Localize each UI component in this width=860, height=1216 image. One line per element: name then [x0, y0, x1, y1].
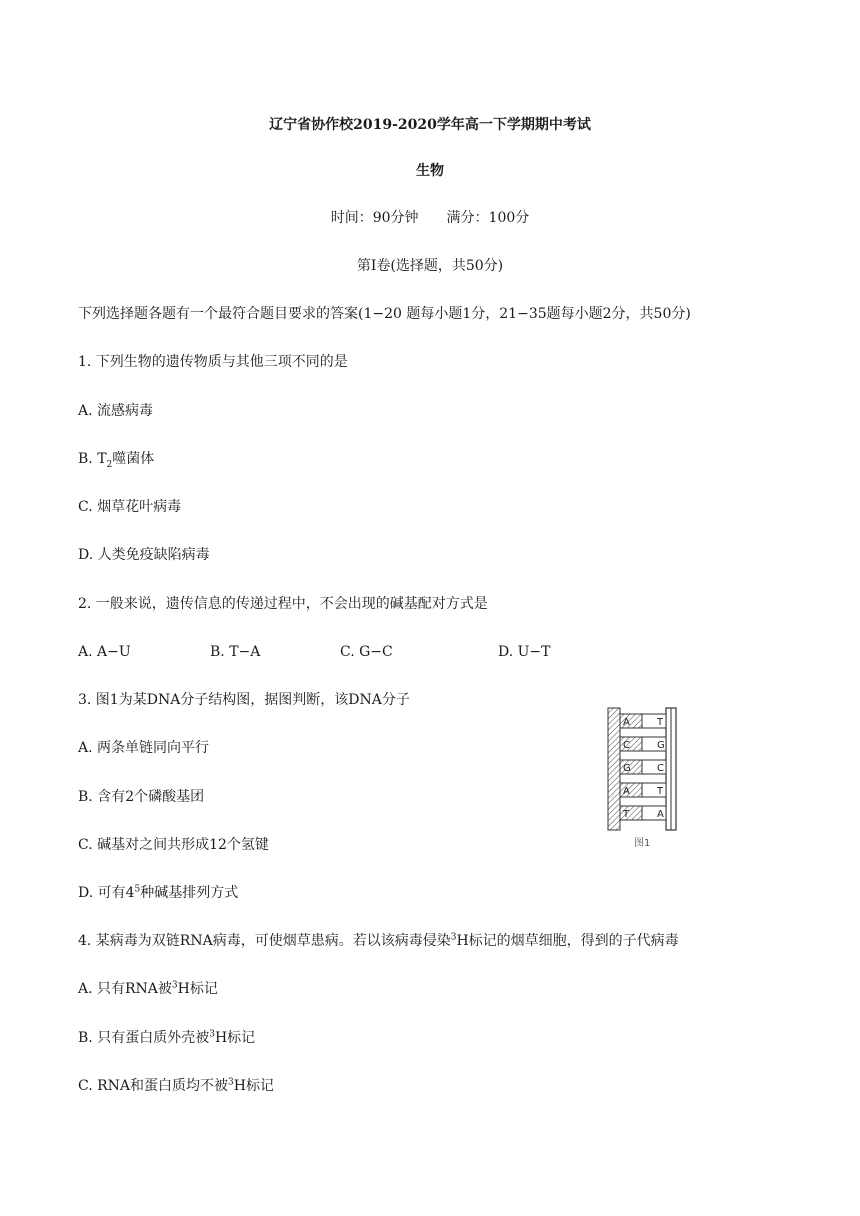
left-base-label: A	[623, 786, 630, 797]
right-base-label: T	[657, 786, 664, 797]
q4-stem: 4. 某病毒为双链RNA病毒，可使烟草患病。若以该病毒侵染$^3$H标记的烟草细胞，得到的子代病毒	[78, 932, 679, 949]
subject-title: 生物	[416, 163, 444, 179]
q1-option-a: A. 流感病毒	[78, 403, 154, 419]
left-base-label: G	[623, 763, 631, 774]
right-base-label: A	[657, 809, 664, 820]
q2-option-c: C. G−C	[340, 644, 393, 660]
figure-caption: 图1	[634, 838, 651, 849]
exam-title: 辽宁省协作校2019-2020学年高一下学期期中考试	[269, 117, 591, 133]
section-title: 第Ⅰ卷(选择题，共50分)	[356, 258, 504, 274]
q3-option-a: A. 两条单链同向平行	[78, 740, 210, 756]
q2-stem: 2. 一般来说，遗传信息的传递过程中，不会出现的碱基配对方式是	[78, 596, 488, 612]
q2-option-a: A. A−U	[78, 644, 131, 660]
q1-option-c: C. 烟草花叶病毒	[78, 499, 182, 515]
q1-option-d: D. 人类免疫缺陷病毒	[78, 547, 210, 563]
left-base-label: A	[623, 717, 630, 728]
left-base-label: C	[623, 740, 630, 751]
right-base-label: T	[657, 717, 664, 728]
q1-option-b: B. $T_2$噬菌体	[78, 451, 155, 470]
q3-option-c: C. 碱基对之间共形成12个氢键	[78, 837, 269, 853]
q3-option-b: B. 含有2个磷酸基团	[78, 789, 205, 805]
q4-option-a: A. 只有RNA被$^3$H标记	[78, 980, 218, 997]
right-base-label: G	[657, 740, 665, 751]
q3-option-d: D. 可有$4^5$种碱基排列方式	[78, 884, 239, 901]
q1-stem: 1. 下列生物的遗传物质与其他三项不同的是	[78, 354, 348, 370]
left-base-label: T	[623, 809, 630, 820]
instructions: 下列选择题各题有一个最符合题目要求的答案(1−20 题每小题1分，21−35题每小题2分，共50分)	[78, 306, 691, 322]
q2-option-b: B. T−A	[210, 644, 261, 660]
q3-stem: 3. 图1为某DNA分子结构图，据图判断，该DNA分子	[78, 692, 410, 708]
q4-option-c: C. RNA和蛋白质均不被$^3$H标记	[78, 1077, 274, 1094]
exam-meta: 时间：90分钟 满分：100分	[330, 210, 530, 226]
dna-structure-figure	[600, 704, 690, 850]
right-base-label: C	[657, 763, 664, 774]
q4-option-b: B. 只有蛋白质外壳被$^3$H标记	[78, 1029, 256, 1046]
q2-option-d: D. U−T	[498, 644, 551, 660]
dna-ladder-diagram	[600, 704, 690, 850]
